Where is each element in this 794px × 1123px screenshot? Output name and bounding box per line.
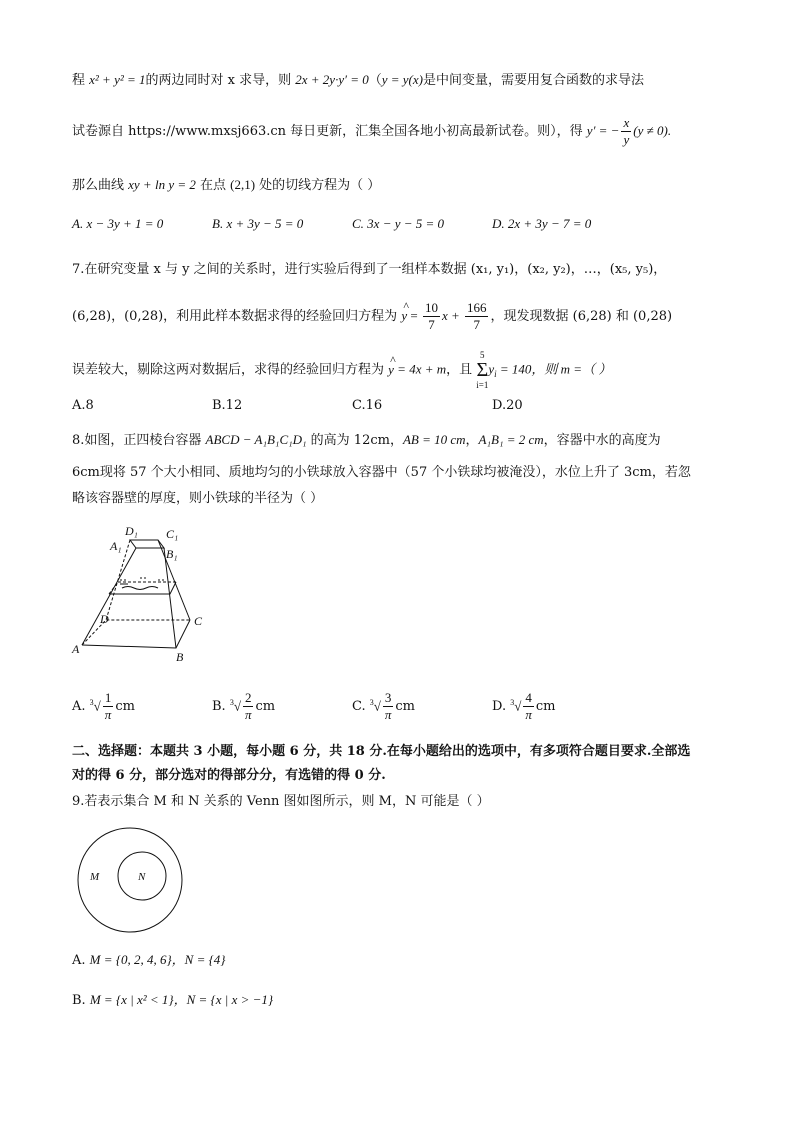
equals: =: [407, 308, 421, 323]
text-line-1: [72, 70, 644, 91]
option-d[interactable]: D. 2x + 3y − 7 = 0: [492, 216, 592, 231]
equation: y′ = −: [586, 123, 620, 138]
option-letter: C.: [352, 699, 366, 714]
text-fragment: 误差较大，剔除这两对数据后，求得的经验回归方程为: [72, 362, 389, 378]
denominator: π: [384, 707, 392, 722]
numerator: 3: [384, 690, 392, 705]
question-7-line-2: [72, 300, 672, 333]
cube-root: $^3$√: [369, 698, 381, 714]
denominator: y: [623, 132, 630, 147]
option-c[interactable]: [352, 690, 415, 723]
option-letter: B.: [212, 699, 226, 714]
fraction: [103, 690, 114, 723]
equation: 2x + 2y·y′ = 0: [295, 72, 369, 87]
label-a: A: [72, 642, 80, 656]
denominator: π: [525, 707, 532, 722]
denominator: π: [244, 707, 252, 722]
label-b1: B₁: [166, 547, 178, 561]
sum-lower: i=1: [476, 380, 489, 390]
option-letter: A.: [72, 953, 90, 968]
water-wave: [122, 587, 158, 590]
option-d[interactable]: D.20: [492, 398, 523, 413]
section-2-heading: 二、选择题：本题共 3 小题，每小题 6 分，共 18 分.在每小题给出的选项中，有多项符合题目要求.全部选: [72, 744, 691, 759]
text-fragment: (6,28)，(0,28)，利用此样本数据求得的经验回归方程为: [72, 309, 402, 324]
text-fragment: 处的切线方程为（ ）: [255, 178, 381, 193]
cube-root: $^3$√: [510, 698, 522, 714]
unit: cm: [395, 699, 416, 714]
subscript: i: [494, 369, 497, 380]
root-index: 3: [369, 698, 374, 708]
option-c[interactable]: C.16: [352, 398, 383, 413]
water-marks: [120, 578, 164, 580]
denominator: 7: [473, 317, 480, 332]
venn-label-n: N: [138, 871, 146, 883]
point: (2,1): [230, 177, 256, 192]
venn-label-m: M: [90, 871, 100, 883]
option-b[interactable]: [72, 990, 273, 1011]
cube-root: $^3$√: [89, 698, 101, 714]
fraction: [383, 690, 394, 723]
edge-aa1: [82, 548, 136, 645]
text-fragment: 那么曲线: [72, 178, 129, 193]
numerator: 2: [244, 690, 252, 705]
cube-root: $^3$√: [229, 698, 241, 714]
numerator: 1: [104, 690, 112, 705]
equation: A₁B₁ = 2 cm: [478, 432, 544, 447]
sum-sign: Σ: [476, 359, 489, 381]
variable: y: [488, 361, 495, 377]
fraction: [523, 690, 534, 723]
option-text: M = {0, 2, 4, 6}，N = {4}: [89, 952, 226, 967]
label-b: B: [176, 650, 184, 664]
water-back: [109, 582, 176, 594]
text-fragment: 是中间变量，需要用复合函数的求导法: [422, 73, 644, 88]
option-b[interactable]: B.12: [212, 398, 243, 413]
sum-upper: 5: [480, 350, 485, 360]
option-letter: B.: [72, 993, 90, 1008]
text-fragment: 8.如图，正四棱台容器: [72, 433, 206, 448]
option-a[interactable]: A. x − 3y + 1 = 0: [72, 216, 164, 231]
equation: x² + y² = 1: [89, 72, 146, 87]
label-a1: A₁: [110, 539, 122, 553]
y-hat: ^ y: [388, 360, 394, 380]
text-fragment: ，容器中水的高度为: [543, 433, 661, 448]
option-a[interactable]: A.8: [72, 398, 94, 413]
equation: y = y(x): [381, 72, 423, 87]
text-fragment: 在点: [195, 178, 231, 193]
question-8-line-3: 略该容器壁的厚度，则小铁球的半径为（ ）: [72, 491, 324, 506]
numerator: 166: [466, 300, 487, 315]
equation: xy + ln y = 2: [128, 177, 196, 192]
question-7-line-1: 7.在研究变量 x 与 y 之间的关系时，进行实验后得到了一组样本数据 (x₁, y₁)，(x₂, y₂)，…，(x₅, y₅)，: [72, 262, 667, 277]
text-line-2: [72, 115, 671, 148]
equation: = 140，则 m =（ ）: [496, 361, 612, 377]
question-8-line-2: 6cm现将 57 个大小相同、质地均匀的小铁球放入容器中（57 个小铁球均被淹没），水位上升了 3cm，若忽: [72, 465, 691, 480]
label-d1: D₁: [125, 524, 138, 538]
question-6-stem: [72, 175, 380, 196]
fraction: [243, 690, 254, 723]
equation: x +: [441, 308, 463, 323]
text-fragment: ，且: [446, 362, 477, 378]
option-a[interactable]: [72, 690, 135, 723]
equation: ABCD − A₁B₁C₁D₁: [205, 432, 307, 447]
numerator: 4: [525, 690, 532, 705]
y-hat: ^ y: [401, 306, 407, 326]
unit: cm: [535, 699, 556, 714]
fraction: [423, 300, 440, 333]
text-fragment: （: [368, 73, 382, 88]
option-text: M = {x | x² < 1}，N = {x | x > −1}: [89, 992, 274, 1007]
option-b[interactable]: B. x + 3y − 5 = 0: [212, 216, 304, 231]
denominator: 7: [428, 317, 435, 332]
root-index: 3: [229, 698, 234, 708]
label-c1: C₁: [166, 527, 179, 541]
numerator: x: [623, 115, 630, 130]
denominator: π: [104, 707, 112, 722]
question-9-stem: 9.若表示集合 M 和 N 关系的 Venn 图如图所示，则 M，N 可能是（ ）: [72, 794, 490, 809]
question-7-line-3: [72, 350, 611, 390]
venn-diagram: [70, 820, 190, 940]
label-d: D: [100, 612, 109, 626]
text-fragment: 的高为 12cm，: [306, 433, 403, 448]
option-a[interactable]: [72, 950, 226, 971]
fraction: [621, 115, 631, 148]
root-index: 3: [510, 698, 515, 708]
question-8-line-1: [72, 430, 661, 451]
section-2-heading-cont: 对的得 6 分，部分选对的得部分分，有选错的得 0 分.: [72, 768, 386, 783]
summation: [476, 350, 488, 390]
text-fragment: ，: [465, 433, 479, 448]
source-note: 试卷源自 https://www.mxsj663.cn 每日更新，汇集全国各地小初高最新试卷。则），得: [72, 124, 587, 139]
option-c[interactable]: C. 3x − y − 5 = 0: [352, 216, 445, 231]
numerator: 10: [424, 300, 438, 315]
text-fragment: 的两边同时对 x 求导，则: [145, 73, 296, 88]
base-front: [82, 620, 190, 648]
option-b[interactable]: [212, 690, 275, 723]
option-letter: D.: [492, 699, 507, 714]
edge-bb1: [164, 548, 176, 648]
equation: AB = 10 cm: [402, 432, 466, 447]
frustum-figure: [70, 520, 220, 670]
root-index: 3: [89, 698, 94, 708]
label-c: C: [194, 614, 203, 628]
text-fragment: ，现发现数据 (6,28) 和 (0,28): [490, 309, 673, 324]
unit: cm: [255, 699, 276, 714]
text-fragment: 程: [72, 73, 90, 88]
equation: (y ≠ 0).: [633, 123, 672, 138]
option-d[interactable]: [492, 690, 555, 723]
option-letter: A.: [72, 699, 86, 714]
fraction: [465, 300, 489, 333]
water-front: [109, 582, 176, 594]
equation: = 4x + m: [393, 361, 447, 377]
unit: cm: [115, 699, 135, 714]
